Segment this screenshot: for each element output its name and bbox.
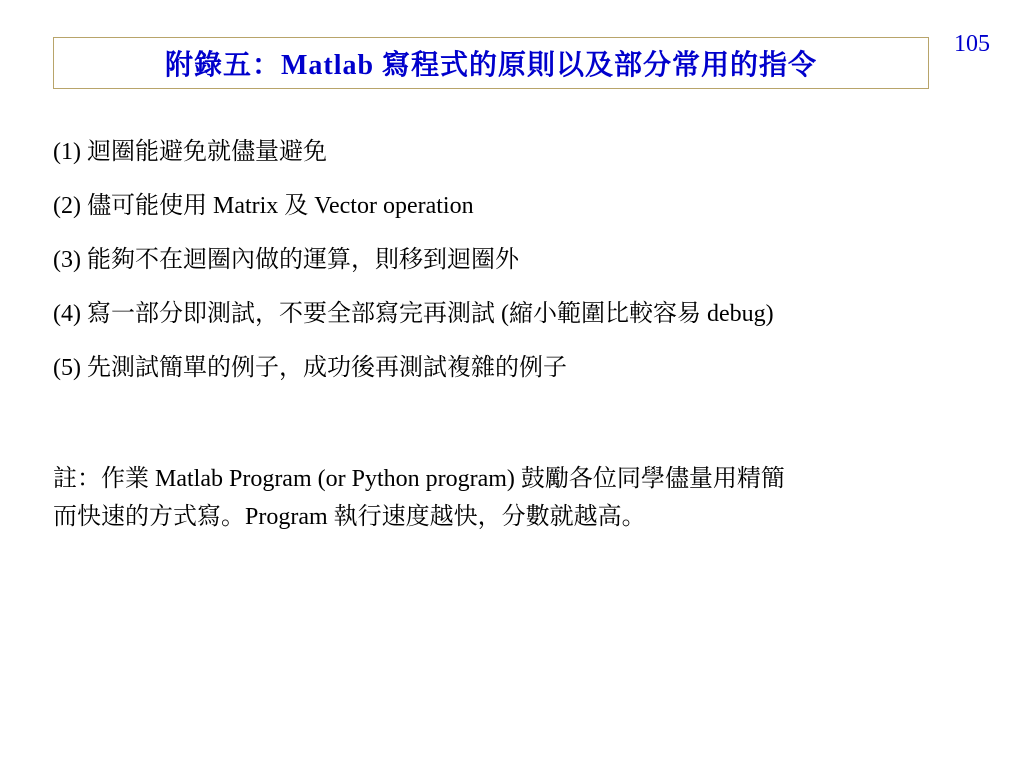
note-line-2: 而快速的方式寫。Program 執行速度越快，分數就越高。: [53, 504, 646, 530]
slide-title: 附錄五：Matlab 寫程式的原則以及部分常用的指令: [164, 50, 818, 81]
list-item: (1) 迴圈能避免就儘量避免: [53, 139, 327, 165]
list-item: (5) 先測試簡單的例子，成功後再測試複雜的例子: [53, 355, 567, 381]
note-line-1: 註：作業 Matlab Program (or Python program) 鼓勵各位同學儘量用精簡: [53, 466, 785, 492]
principles-list: [53, 134, 953, 404]
note-paragraph: [53, 460, 953, 536]
list-item: (4) 寫一部分即測試，不要全部寫完再測試 (縮小範圍比較容易 debug): [53, 301, 774, 327]
list-item: (3) 能夠不在迴圈內做的運算，則移到迴圈外: [53, 247, 519, 273]
list-item: (2) 儘可能使用 Matrix 及 Vector operation: [53, 193, 474, 219]
page-number: 105: [954, 31, 990, 57]
title-box: [53, 37, 929, 89]
